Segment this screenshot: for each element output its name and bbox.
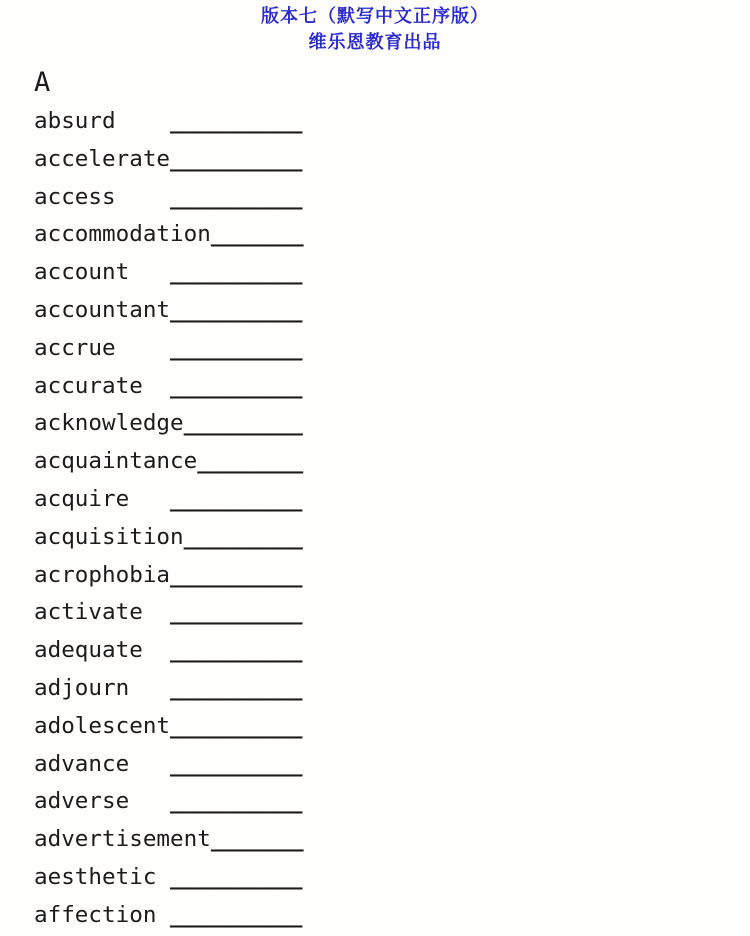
word-label: adolescent — [34, 712, 171, 739]
word-label: activate — [34, 599, 143, 626]
answer-blank: __________ — [170, 637, 303, 664]
word-label: advertisement — [34, 826, 211, 853]
word-list — [34, 103, 750, 935]
answer-blank: __________ — [170, 145, 303, 172]
word-label: account — [34, 259, 130, 286]
word-row — [34, 594, 750, 632]
word-row — [34, 821, 750, 859]
answer-blank: _______ — [210, 826, 304, 853]
answer-blank: __________ — [170, 485, 303, 512]
word-row — [34, 443, 750, 481]
word-label: acrophobia — [34, 561, 171, 588]
word-row — [34, 783, 750, 821]
word-label: advance — [34, 750, 130, 777]
answer-blank: _________ — [183, 523, 303, 550]
word-label: acquisition — [34, 523, 184, 550]
answer-blank: _______ — [210, 221, 304, 248]
word-row — [34, 519, 750, 557]
answer-blank: __________ — [170, 599, 303, 626]
word-row — [34, 141, 750, 179]
word-row — [34, 368, 750, 406]
word-row — [34, 557, 750, 595]
word-row — [34, 670, 750, 708]
word-row — [34, 330, 750, 368]
answer-blank: ________ — [197, 448, 303, 475]
answer-blank: __________ — [170, 712, 303, 739]
answer-blank: __________ — [170, 750, 303, 777]
word-row — [34, 746, 750, 784]
answer-blank: _________ — [183, 410, 303, 437]
word-label: absurd — [34, 108, 116, 134]
answer-blank: __________ — [170, 108, 303, 134]
word-label: affection — [34, 901, 157, 928]
word-label: aesthetic — [34, 863, 157, 890]
word-row — [34, 254, 750, 292]
answer-blank: __________ — [170, 372, 303, 399]
word-row — [34, 708, 750, 746]
word-label: acquaintance — [34, 448, 198, 475]
word-label: accelerate — [34, 145, 171, 172]
doc-title: 版本七（默写中文正序版） — [261, 6, 489, 26]
section-letter: A — [34, 67, 51, 98]
doc-publisher: 维乐恩教育出品 — [308, 32, 442, 52]
word-label: accrue — [34, 334, 116, 361]
word-label: access — [34, 183, 116, 210]
word-row — [34, 103, 750, 141]
word-label: accommodation — [34, 221, 211, 248]
word-label: adverse — [34, 788, 130, 815]
answer-blank: __________ — [170, 259, 303, 286]
word-row — [34, 897, 750, 935]
word-label: adjourn — [34, 674, 130, 701]
answer-blank: __________ — [170, 788, 303, 815]
answer-blank: __________ — [170, 334, 303, 361]
answer-blank: __________ — [170, 183, 303, 210]
word-row — [34, 292, 750, 330]
word-label: acknowledge — [34, 410, 184, 437]
answer-blank: __________ — [170, 863, 303, 890]
word-row — [34, 179, 750, 217]
word-row — [34, 405, 750, 443]
answer-blank: __________ — [170, 901, 303, 928]
word-row — [34, 216, 750, 254]
doc-header — [0, 0, 750, 55]
word-label: accurate — [34, 372, 143, 399]
answer-blank: __________ — [170, 561, 303, 588]
word-row — [34, 859, 750, 897]
answer-blank: __________ — [170, 674, 303, 701]
word-label: acquire — [34, 485, 130, 512]
answer-blank: __________ — [170, 296, 303, 323]
word-label: adequate — [34, 637, 143, 664]
word-row — [34, 481, 750, 519]
word-label: accountant — [34, 296, 171, 323]
word-row — [34, 632, 750, 670]
